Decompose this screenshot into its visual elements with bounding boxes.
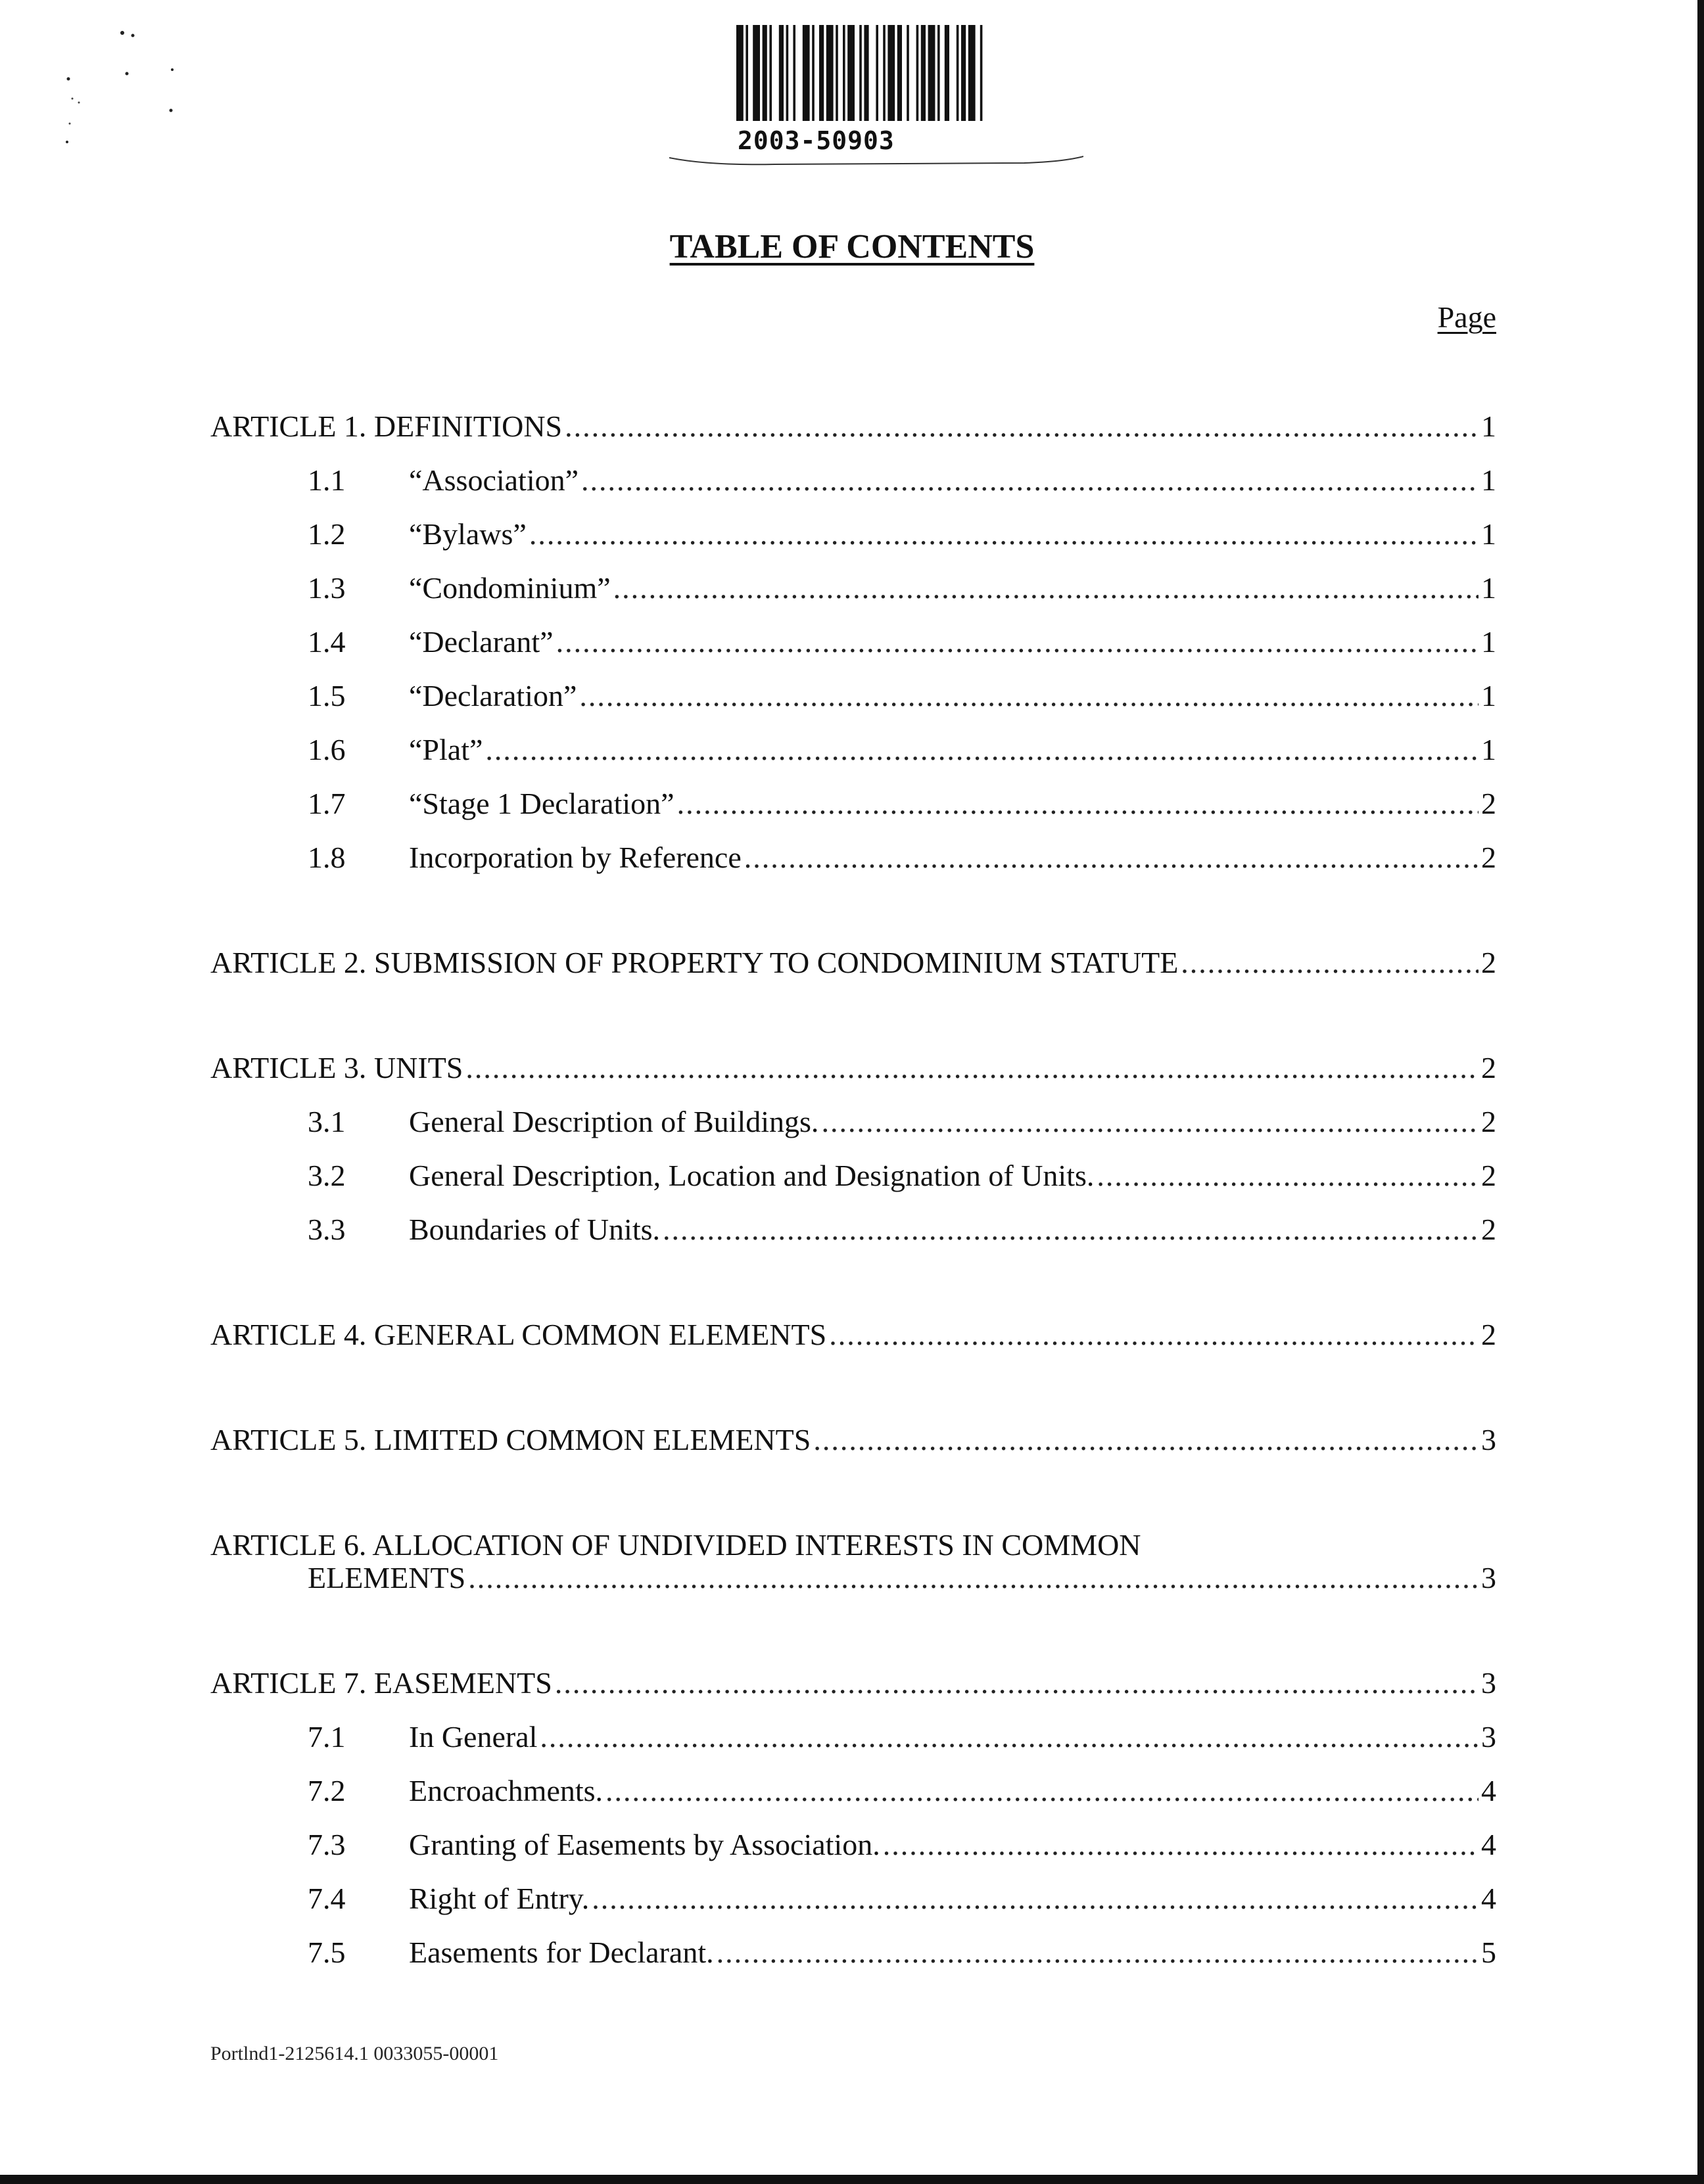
dot-leader [829, 1308, 1479, 1362]
toc-entry-label: “Declaration” [409, 679, 577, 712]
toc-entry-label: ARTICLE 4. GENERAL COMMON ELEMENTS [210, 1318, 827, 1351]
dot-leader [579, 669, 1479, 723]
toc-entry-heading [210, 1308, 1496, 1362]
toc-entry-section [210, 1095, 1496, 1149]
dot-leader [613, 561, 1479, 615]
toc-entry-number: 3.2 [308, 1159, 346, 1192]
toc-entry-label: “Bylaws” [409, 517, 527, 551]
toc-entry-heading [210, 400, 1496, 453]
toc-entry-number: 3.3 [308, 1213, 346, 1246]
toc-entry-label: ARTICLE 6. ALLOCATION OF UNDIVIDED INTERESTS IN COMMON [210, 1528, 1141, 1562]
toc-entry-section [210, 723, 1496, 777]
toc-entry-section [210, 1818, 1496, 1872]
barcode [735, 25, 1035, 121]
toc-entry-number: 1.2 [308, 517, 346, 551]
dot-leader [677, 777, 1479, 831]
toc-entry-label: Easements for Declarant. [409, 1936, 714, 1969]
dot-leader [555, 1656, 1479, 1710]
toc-entry-page: 1 [1481, 571, 1496, 605]
toc-entry-number: 7.5 [308, 1936, 346, 1969]
toc-title-text: TABLE OF CONTENTS [669, 228, 1035, 266]
toc-entry-heading [210, 1656, 1496, 1710]
toc-entry-heading [210, 936, 1496, 990]
toc-entry-number: 7.2 [308, 1774, 346, 1807]
toc-entry-label: ARTICLE 5. LIMITED COMMON ELEMENTS [210, 1423, 811, 1456]
toc-entry-label: “Stage 1 Declaration” [409, 787, 674, 820]
dot-leader [605, 1764, 1479, 1818]
scan-specks [39, 26, 197, 158]
toc-entry-section [210, 615, 1496, 669]
toc-entry-heading-continued [210, 1551, 1496, 1605]
footer-doc-id: Portlnd1-2125614.1 0033055-00001 [210, 2043, 499, 2064]
barcode-underline [669, 155, 1083, 167]
toc-entry-number: 1.3 [308, 571, 346, 605]
toc-entry-number: 1.8 [308, 841, 346, 874]
toc-entry-page: 5 [1481, 1936, 1496, 1969]
toc-entry-page: 4 [1481, 1882, 1496, 1915]
toc-entry-label-continued: ELEMENTS [308, 1561, 466, 1594]
toc-entry-label: Encroachments. [409, 1774, 604, 1807]
toc-entry-number: 1.1 [308, 463, 346, 497]
toc-entry-section [210, 561, 1496, 615]
page-column-header: Page [1437, 300, 1496, 334]
toc-entry-label: General Description of Buildings. [409, 1105, 819, 1138]
toc-entry-section [210, 669, 1496, 723]
toc-entry-label: In General [409, 1720, 538, 1754]
toc-entry-page: 2 [1481, 841, 1496, 874]
toc-entry-page: 3 [1481, 1666, 1496, 1700]
dot-leader [813, 1413, 1479, 1467]
dot-leader [592, 1872, 1479, 1926]
toc-entry-section [210, 1203, 1496, 1257]
toc-entry-label: Right of Entry. [409, 1882, 590, 1915]
toc-entry-label: Granting of Easements by Association. [409, 1828, 880, 1861]
toc-entry-page: 2 [1481, 1213, 1496, 1246]
dot-leader [529, 507, 1479, 561]
toc-entry-page: 2 [1481, 787, 1496, 820]
toc-entry-label: ARTICLE 1. DEFINITIONS [210, 409, 563, 443]
toc-entry-page: 2 [1481, 1051, 1496, 1084]
toc-entry-page: 4 [1481, 1774, 1496, 1807]
toc-entry-heading [210, 1413, 1496, 1467]
dot-leader [465, 1041, 1479, 1095]
barcode-number: 2003-50903 [738, 126, 895, 155]
toc-entry-label: ARTICLE 2. SUBMISSION OF PROPERTY TO CONDOMINIUM STATUTE [210, 946, 1179, 979]
dot-leader [717, 1926, 1479, 1980]
toc-entry-label: “Association” [409, 463, 579, 497]
toc-entry-section [210, 1872, 1496, 1926]
toc-entry-page: 1 [1481, 463, 1496, 497]
toc-entry-section [210, 453, 1496, 507]
toc-entry-page: 2 [1481, 1105, 1496, 1138]
toc-entry-number: 1.5 [308, 679, 346, 712]
dot-leader [485, 723, 1479, 777]
toc-entry-section [210, 831, 1496, 885]
dot-leader [883, 1818, 1479, 1872]
toc-entry-page: 4 [1481, 1828, 1496, 1861]
toc-entry-page: 2 [1481, 1318, 1496, 1351]
toc-entry-page: 3 [1481, 1561, 1496, 1594]
toc-list [210, 400, 1496, 1980]
toc-entry-section [210, 777, 1496, 831]
dot-leader [663, 1203, 1479, 1257]
toc-entry-label: ARTICLE 7. EASEMENTS [210, 1666, 552, 1700]
toc-entry-page: 1 [1481, 409, 1496, 443]
toc-entry-page: 1 [1481, 517, 1496, 551]
dot-leader [581, 453, 1479, 507]
toc-entry-label: “Declarant” [409, 625, 554, 659]
dot-leader [565, 400, 1479, 453]
dot-leader [468, 1551, 1479, 1605]
dot-leader [1181, 936, 1479, 990]
toc-entry-page: 3 [1481, 1720, 1496, 1754]
toc-entry-number: 3.1 [308, 1105, 346, 1138]
toc-title [0, 227, 1704, 266]
toc-entry-page: 2 [1481, 1159, 1496, 1192]
toc-entry-section [210, 1926, 1496, 1980]
toc-entry-label: General Description, Location and Designation of Units. [409, 1159, 1095, 1192]
toc-entry-label: ARTICLE 3. UNITS [210, 1051, 463, 1084]
dot-leader [540, 1710, 1479, 1764]
toc-entry-page: 1 [1481, 625, 1496, 659]
toc-entry-page: 1 [1481, 733, 1496, 766]
toc-entry-page: 3 [1481, 1423, 1496, 1456]
dot-leader [1097, 1149, 1479, 1203]
toc-entry-page: 1 [1481, 679, 1496, 712]
toc-entry-heading [210, 1518, 1496, 1562]
toc-entry-number: 1.6 [308, 733, 346, 766]
toc-entry-number: 1.7 [308, 787, 346, 820]
toc-entry-label: Incorporation by Reference [409, 841, 742, 874]
toc-entry-page: 2 [1481, 946, 1496, 979]
toc-entry-label: “Plat” [409, 733, 483, 766]
toc-entry-section [210, 1710, 1496, 1764]
dot-leader [556, 615, 1479, 669]
toc-entry-section [210, 1764, 1496, 1818]
dot-leader [821, 1095, 1479, 1149]
toc-entry-number: 7.4 [308, 1882, 346, 1915]
toc-entry-section [210, 1149, 1496, 1203]
toc-entry-label: Boundaries of Units. [409, 1213, 661, 1246]
dot-leader [744, 831, 1479, 885]
toc-entry-label: “Condominium” [409, 571, 611, 605]
toc-entry-heading [210, 1041, 1496, 1095]
toc-entry-section [210, 507, 1496, 561]
toc-entry-number: 7.3 [308, 1828, 346, 1861]
toc-entry-number: 1.4 [308, 625, 346, 659]
toc-entry-number: 7.1 [308, 1720, 346, 1754]
